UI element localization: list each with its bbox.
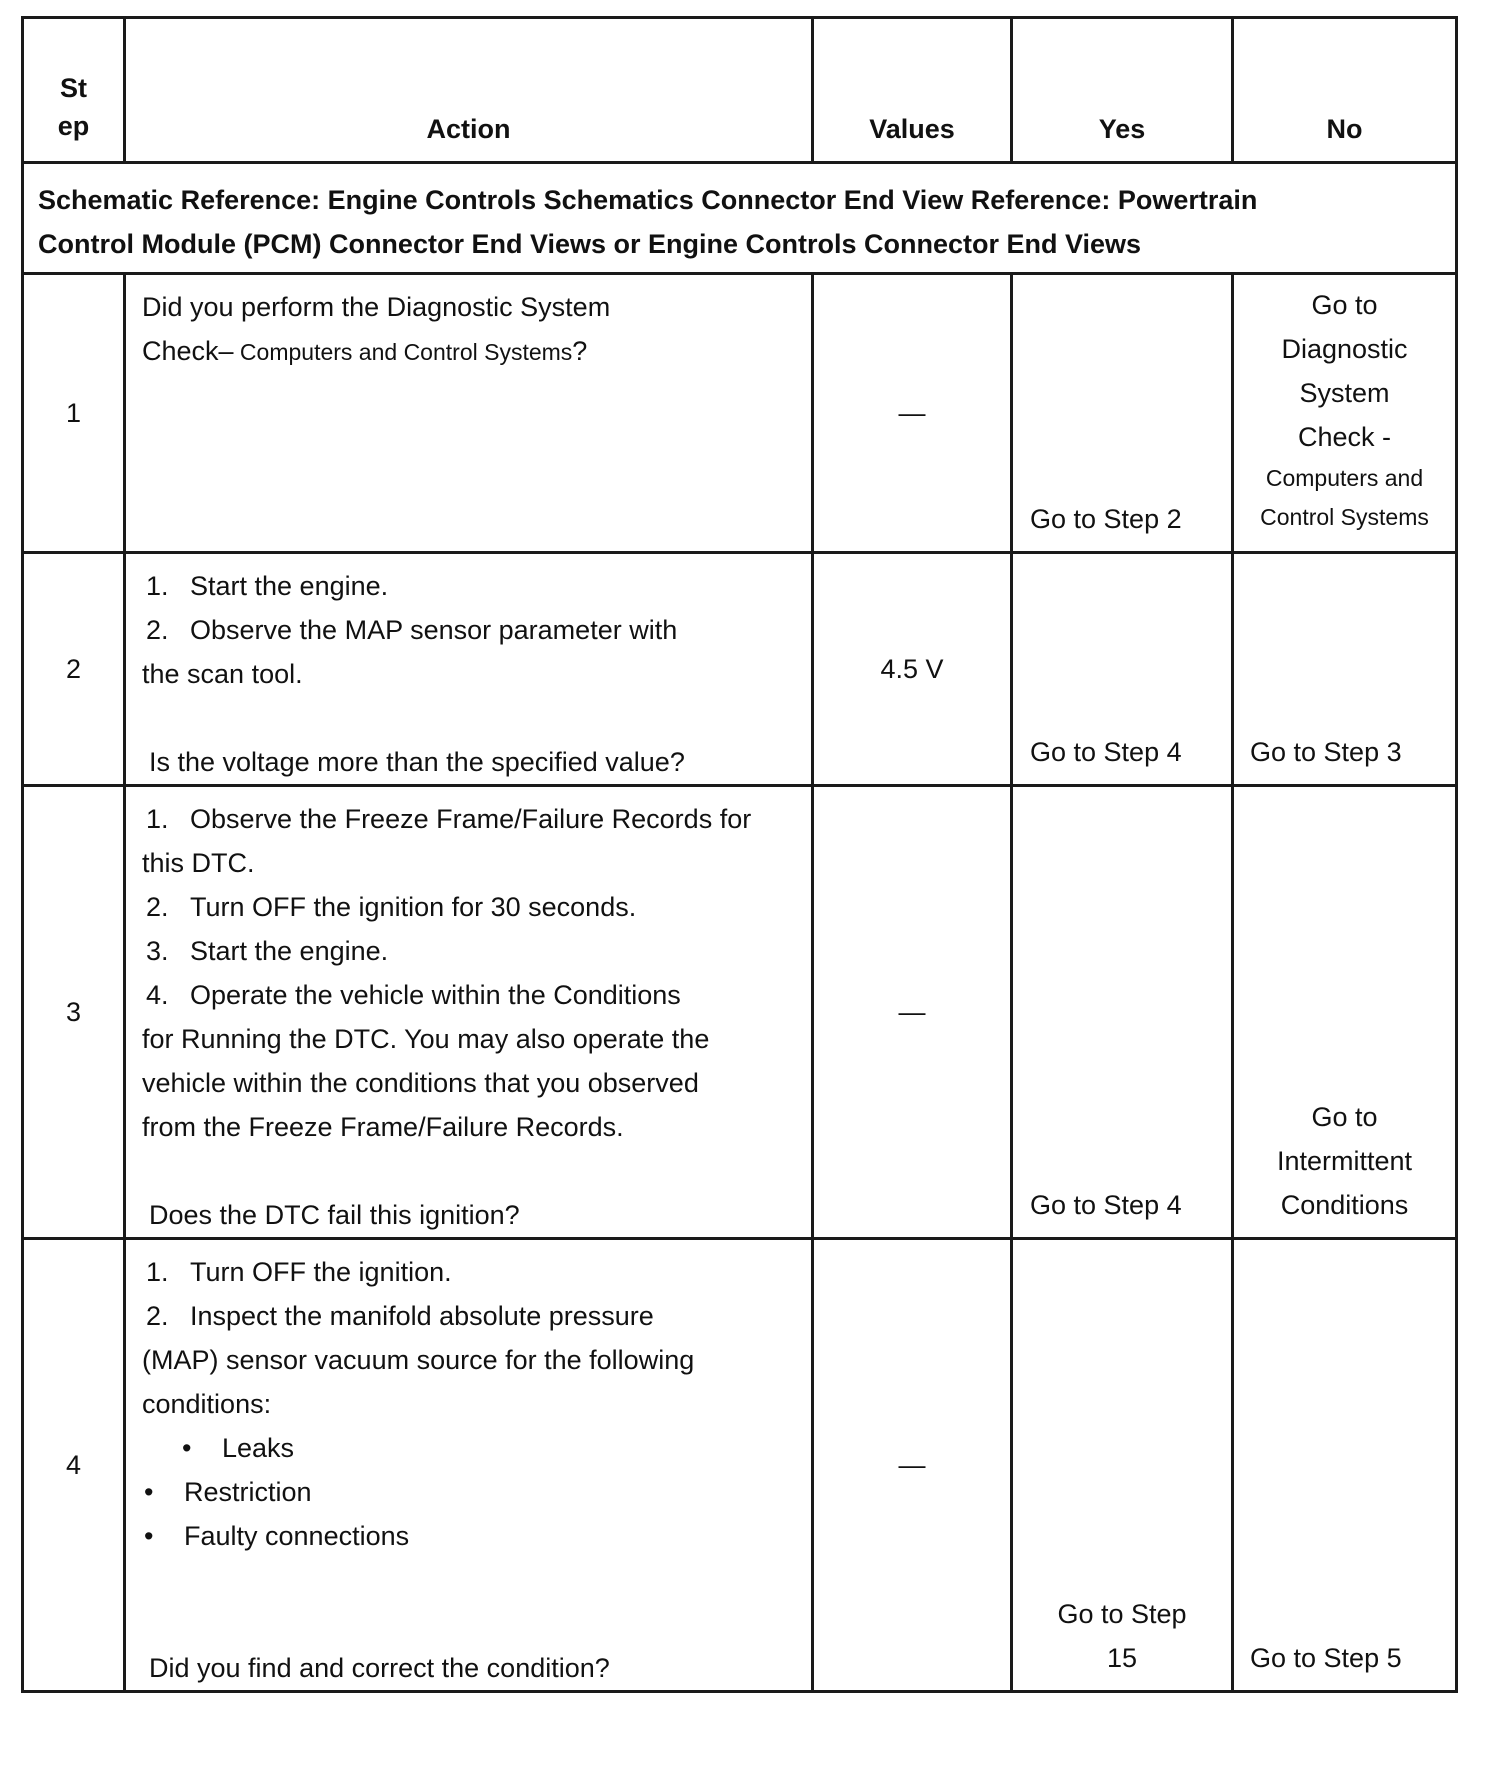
step-number: 4 — [23, 1239, 125, 1692]
header-step: St ep — [23, 18, 125, 163]
header-action: Action — [125, 18, 813, 163]
header-row — [23, 18, 1457, 163]
header-values: Values — [813, 18, 1012, 163]
action-cell: Did you perform the Diagnostic System Check– Computers and Control Systems? — [125, 274, 813, 553]
step-number: 2 — [23, 553, 125, 786]
values-cell: — — [813, 1239, 1012, 1692]
step-number: 1 — [23, 274, 125, 553]
no-cell: Go to Diagnostic System Check - Computers and Control Systems — [1233, 274, 1457, 553]
yes-cell: Go to Step 4 — [1012, 553, 1233, 786]
action-question: Did you find and correct the condition? — [149, 1653, 610, 1683]
list-item: • Leaks — [182, 1433, 295, 1463]
diagnostic-table — [21, 16, 1458, 1693]
yes-cell: Go to Step 4 — [1012, 786, 1233, 1239]
values-cell: — — [813, 786, 1012, 1239]
action-question: Is the voltage more than the specified value? — [149, 747, 685, 777]
header-yes: Yes — [1012, 18, 1233, 163]
table-row — [23, 553, 1457, 786]
list-item: • Faulty connections — [144, 1521, 410, 1551]
schematic-reference: Schematic Reference: Engine Controls Schematics Connector End View Reference: Powertrain Control Module (PCM) Connector End Views or Engine Controls Connector End Views — [23, 163, 1457, 274]
action-question: Does the DTC fail this ignition? — [149, 1200, 520, 1230]
step-number: 3 — [23, 786, 125, 1239]
action-cell: 1. Start the engine. 2. Observe the MAP sensor parameter with the scan tool. Is the voltage more than the specified value? — [125, 553, 813, 786]
table-row — [23, 1239, 1457, 1692]
table-row — [23, 274, 1457, 553]
yes-cell: Go to Step 2 — [1012, 274, 1233, 553]
action-cell: 1. Turn OFF the ignition. 2. Inspect the manifold absolute pressure (MAP) sensor vacuum source for the following conditions: • Leaks • Restriction • Faulty connections Did you find and correct the condition? — [125, 1239, 813, 1692]
action-cell: 1. Observe the Freeze Frame/Failure Records for this DTC. 2. Turn OFF the ignition for 30 seconds. 3. Start the engine. 4. Operate the vehicle within the Conditions for Running the DTC. You may also operate the vehicle within the conditions that you observed from the Freeze Frame/Failure Records. Does the DTC fail this ignition? — [125, 786, 813, 1239]
no-cell: Go to Step 3 — [1233, 553, 1457, 786]
values-cell: — — [813, 274, 1012, 553]
header-no: No — [1233, 18, 1457, 163]
list-item: • Restriction — [144, 1477, 312, 1507]
reference-row — [23, 163, 1457, 274]
no-cell: Go to Step 5 — [1233, 1239, 1457, 1692]
no-cell: Go to Intermittent Conditions — [1233, 786, 1457, 1239]
yes-cell: Go to Step 15 — [1012, 1239, 1233, 1692]
values-cell: 4.5 V — [813, 553, 1012, 786]
table-row — [23, 786, 1457, 1239]
